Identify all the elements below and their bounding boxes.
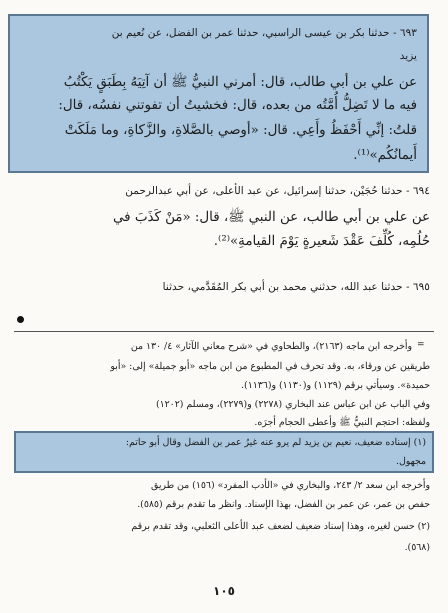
footnote-line-2: طريقين عن ورقاء، به. وقد تحرف في المطبوع من ابن ماجه «أبو جميلة» إلى: «أبو xyxy=(110,361,430,372)
hadith-693-line-6: أَيمانُكُم»⁽¹⁾. xyxy=(353,148,417,163)
footnote-line-9: حفص بن عمر، عن عمر بن الفضل، بهذا الإسناد. وانظر ما تقدم برقم (٥٨٥). xyxy=(137,499,430,510)
hadith-693-line-4: فيه ما لا تَضِلُّ أُمَّتُه من بعده، قال: فخشيتُ أن تفوتني نفسُه، قال: xyxy=(58,98,417,113)
footnote-line-1: وأخرجه ابن ماجه (٢١٦٣)، والطحاوي في «شرح معاني الآثار» ٤/ ١٣٠ من xyxy=(130,341,412,352)
footnote-1-line-2: مجهول. xyxy=(395,456,426,467)
footnote-1-line-1: (١) إسناده ضعيف، نعيم بن يزيد لم يرو عنه غيرُ عمر بن الفضل وقال أبو حاتم: xyxy=(125,437,426,448)
footnote-2-line-1: (٢) حسن لغيره، وهذا إسناد ضعيف لضعف عبد الأعلى الثعلبي، وقد تقدم برقم xyxy=(131,521,430,532)
footnote-divider xyxy=(14,331,434,332)
continuation-mark: = xyxy=(417,340,425,350)
bullet-dot xyxy=(17,316,24,323)
hadith-694-line-1: ٦٩٤ - حدثنا حُجَيْن، حدثنا إسرائيل، عن عبد الأعلى، عن أبي عبدالرحمن xyxy=(125,185,430,197)
footnote-line-5: ولفظه: احتجم النبيُّ ﷺ وأعطى الحجام أجرَه. xyxy=(254,417,430,428)
hadith-693-line-5: قلتُ: إنِّي أَحْفَظُ وأَعِي. قال: «أوصي بالصَّلاةِ، والزَّكاةِ، وما مَلَكَتْ xyxy=(64,123,417,138)
hadith-693-line-2: يزيد xyxy=(399,50,417,62)
footnote-2-line-2: (٥٦٨). xyxy=(404,542,430,553)
hadith-693-line-3: عن علي بن أبي طالب، قال: أمرني النبيُّ ﷺ أن آتِيَهُ بِطَبَقٍ يَكْتُبُ xyxy=(63,75,417,90)
page-number: ١٠٥ xyxy=(213,584,235,598)
hadith-695-line-1: ٦٩٥ - حدثنا عبد الله، حدثني محمد بن أبي بكر المُقَدَّمي، حدثنا xyxy=(162,281,430,293)
hadith-694-line-2: عن علي بن أبي طالب، عن النبي ﷺ، قال: «مَنْ كَذَبَ في xyxy=(113,210,430,225)
footnote-line-8: وأخرجه ابن سعد ٢/ ٢٤٣، والبخاري في «الأدب المفرد» (١٥٦) من طريق xyxy=(151,480,430,491)
footnote-line-4: وفي الباب عن ابن عباس عند البخاري (٢٢٧٨) و(٢٢٧٩)، ومسلم (١٢٠٢) xyxy=(155,399,430,410)
hadith-693-line-1: ٦٩٣ - حدثنا بكر بن عيسى الراسبي، حدثنا عمر بن الفضل، عن نُعيم بن xyxy=(111,27,417,39)
hadith-694-line-3: حُلُمِه، كُلِّفَ عَقْدَ شَعيرةٍ يَوْمَ القيامةِ»⁽²⁾. xyxy=(213,234,430,249)
footnote-line-3: حميدة». وسيأتي برقم (١١٢٩) و(١١٣٠) و(١١٣٦). xyxy=(241,380,430,391)
